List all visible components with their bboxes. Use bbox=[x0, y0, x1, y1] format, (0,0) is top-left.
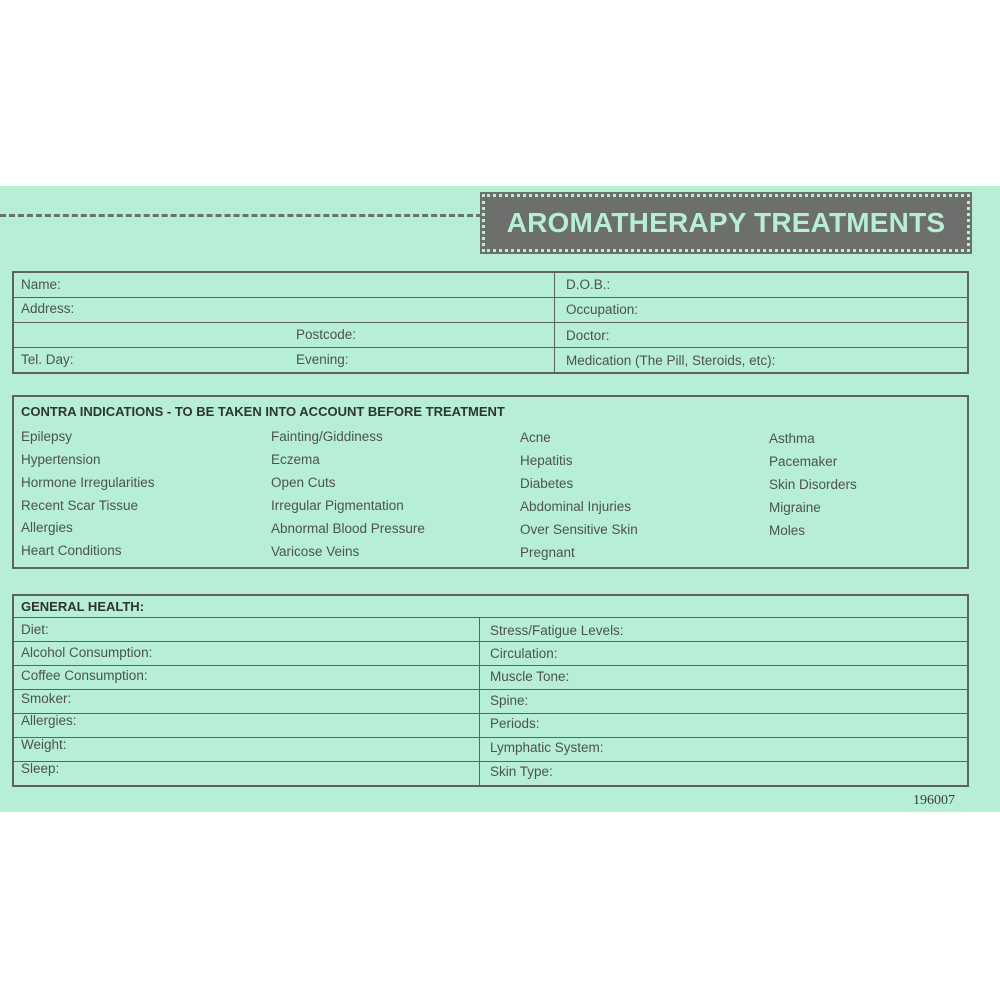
coffee-field[interactable]: Coffee Consumption: bbox=[21, 668, 148, 683]
postcode-field[interactable]: Postcode: bbox=[296, 327, 357, 342]
weight-field[interactable]: Weight: bbox=[21, 737, 67, 752]
contra-item: Diabetes bbox=[520, 476, 574, 491]
contra-item: Fainting/Giddiness bbox=[271, 429, 383, 444]
dob-field[interactable]: D.O.B.: bbox=[566, 277, 611, 292]
contra-item: Heart Conditions bbox=[21, 543, 122, 558]
skin-type-field[interactable]: Skin Type: bbox=[490, 764, 553, 779]
form-title: AROMATHERAPY TREATMENTS bbox=[506, 207, 946, 238]
smoker-field[interactable]: Smoker: bbox=[21, 691, 72, 706]
title-stamp bbox=[482, 194, 970, 252]
contra-item: Irregular Pigmentation bbox=[271, 498, 404, 513]
contra-item: Recent Scar Tissue bbox=[21, 498, 139, 513]
contra-item: Pacemaker bbox=[769, 454, 838, 469]
contra-item: Pregnant bbox=[520, 545, 575, 560]
contra-item: Abdominal Injuries bbox=[520, 499, 632, 514]
contra-item: Open Cuts bbox=[271, 475, 336, 490]
contra-item: Migraine bbox=[769, 500, 821, 515]
contra-item: Hypertension bbox=[21, 452, 101, 467]
form-code: 196007 bbox=[913, 793, 955, 808]
evening-field[interactable]: Evening: bbox=[296, 352, 349, 367]
circulation-field[interactable]: Circulation: bbox=[490, 646, 558, 661]
sleep-field[interactable]: Sleep: bbox=[21, 761, 60, 776]
muscle-tone-field[interactable]: Muscle Tone: bbox=[490, 669, 570, 684]
contra-item: Varicose Veins bbox=[271, 544, 360, 559]
name-field[interactable]: Name: bbox=[21, 277, 61, 292]
diet-field[interactable]: Diet: bbox=[21, 622, 49, 637]
contra-item: Abnormal Blood Pressure bbox=[271, 521, 425, 536]
tel-day-field[interactable]: Tel. Day: bbox=[21, 352, 74, 367]
lymphatic-field[interactable]: Lymphatic System: bbox=[490, 740, 604, 755]
spine-field[interactable]: Spine: bbox=[490, 693, 529, 708]
general-health-heading: GENERAL HEALTH: bbox=[21, 599, 145, 614]
contra-item: Epilepsy bbox=[21, 429, 73, 444]
medication-field[interactable]: Medication (The Pill, Steroids, etc): bbox=[566, 353, 776, 368]
contra-item: Hepatitis bbox=[520, 453, 573, 468]
contra-item: Over Sensitive Skin bbox=[520, 522, 638, 537]
contra-item: Allergies bbox=[21, 520, 73, 535]
treatment-card bbox=[0, 186, 1000, 812]
doctor-field[interactable]: Doctor: bbox=[566, 328, 610, 343]
contra-item: Skin Disorders bbox=[769, 477, 857, 492]
periods-field[interactable]: Periods: bbox=[490, 716, 540, 731]
allergies-field[interactable]: Allergies: bbox=[21, 713, 77, 728]
address-field[interactable]: Address: bbox=[21, 301, 75, 316]
contra-item: Asthma bbox=[769, 431, 815, 446]
contra-item: Moles bbox=[769, 523, 806, 538]
contra-item: Acne bbox=[520, 430, 551, 445]
stress-field[interactable]: Stress/Fatigue Levels: bbox=[490, 623, 624, 638]
contra-item: Hormone Irregularities bbox=[21, 475, 155, 490]
contra-heading: CONTRA INDICATIONS - TO BE TAKEN INTO ACCOUNT BEFORE TREATMENT bbox=[21, 404, 505, 419]
alcohol-field[interactable]: Alcohol Consumption: bbox=[21, 645, 153, 660]
contra-item: Eczema bbox=[271, 452, 320, 467]
occupation-field[interactable]: Occupation: bbox=[566, 302, 639, 317]
tear-line bbox=[0, 214, 482, 217]
